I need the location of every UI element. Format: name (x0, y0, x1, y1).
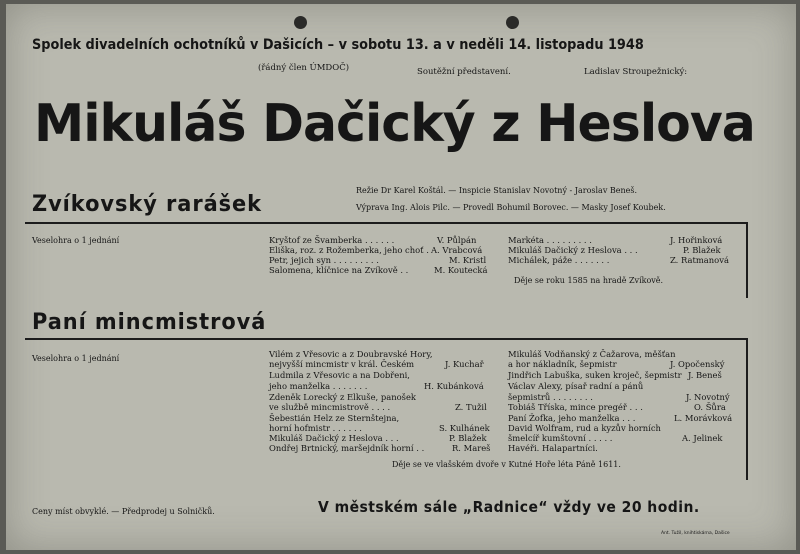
cast-role: Kryštof ze Švamberka (269, 235, 363, 245)
cast-role: Michálek, páže (508, 255, 573, 265)
cast-role: Petr, jejich syn (269, 255, 331, 265)
credits-line-1: Režie Dr Karel Koštál. — Inspicie Stanislav Novotný - Jaroslav Beneš. (356, 186, 638, 195)
cast-row (269, 382, 495, 391)
header-line: Spolek divadelních ochotníků v Dašicích – v sobotu 13. a v neděli 14. listopadu 1948 (32, 37, 644, 53)
cast-row (508, 236, 738, 245)
cast-role: Mikuláš Dačický z Heslova (508, 245, 622, 255)
cast-row (269, 360, 495, 369)
cast-actor: P. Blažek (449, 433, 487, 443)
cast-actor: V. Půlpán (437, 235, 477, 245)
cast-role: šmelcíř kumštovní . . . . . (508, 433, 613, 443)
printer-credit: Ant. Tužil, knihtiskárna, Dašice (661, 531, 730, 536)
cast-actor: L. Morávková (674, 413, 733, 423)
cast-actor: M. Kristl (449, 255, 487, 265)
pin-hole-right (506, 16, 519, 29)
cast-role: jeho manželka . . . . . . . (269, 381, 368, 391)
play2-genre: Veselohra o 1 jednání (32, 354, 120, 363)
main-title: Mikuláš Dačický z Heslova (34, 94, 755, 154)
cast-dots: . (426, 245, 429, 255)
competition-note: Soutěžní představení. (417, 67, 511, 77)
cast-role: Havéři. Halapartníci. (508, 443, 598, 453)
cast-role: ve službě mincmistrově . . . . (269, 402, 391, 412)
cast-row (269, 424, 495, 433)
cast-role: šepmistrů . . . . . . . . (508, 392, 593, 402)
cast-row (508, 350, 676, 359)
cast-actor: J. Kuchař (445, 359, 484, 369)
cast-role: Mikuláš Dačický z Heslova . . . (269, 433, 399, 443)
cast-row (269, 393, 416, 402)
cast-row (508, 434, 738, 443)
cast-row (508, 246, 738, 255)
cast-row (269, 444, 495, 453)
cast-role: Ondřej Brtnický, maršejdník horní . . (269, 443, 425, 453)
author-name: Ladislav Stroupežnický: (584, 67, 688, 77)
cast-dots: . . . . . . . . . (333, 255, 379, 265)
cast-role: nejvyšší mincmistr v král. Českém (269, 359, 415, 369)
cast-actor: J. Novotný (686, 392, 730, 402)
cast-row (508, 414, 738, 423)
cast-actor: R. Mareš (452, 443, 491, 453)
cast-row (269, 236, 491, 245)
cast-row (508, 403, 738, 412)
cast-role: horní hofmistr . . . . . . (269, 423, 362, 433)
cast-role: Eliška, roz. z Rožemberka, jeho choť (269, 245, 424, 255)
cast-row (508, 393, 738, 402)
play2-title: Paní mincmistrová (32, 310, 267, 335)
cast-row (269, 414, 399, 423)
cast-row (269, 256, 491, 265)
cast-row (508, 382, 643, 391)
cast-row (269, 266, 491, 275)
cast-role: Václav Alexy, písař radní a pánů (508, 381, 644, 391)
cast-row (508, 424, 661, 433)
cast-dots: . . . . . . (364, 235, 395, 245)
cast-role: Tobiáš Tříska, mince pregéř . . . (508, 402, 643, 412)
cast-actor: J. Beneš (688, 370, 722, 380)
play1-genre: Veselohra o 1 jednání (32, 236, 120, 245)
cast-role: Zdeněk Lorecký z Elkuše, panošek (269, 392, 416, 402)
cast-actor: A. Jelinek (682, 433, 723, 443)
footer-prices: Ceny míst obvyklé. — Předprodej u Solničků. (32, 507, 215, 516)
cast-row (508, 256, 738, 265)
play1-setting: Děje se roku 1585 na hradě Zvíkově. (514, 276, 664, 285)
cast-actor: A. Vrabcová (431, 245, 483, 255)
cast-row (508, 360, 738, 369)
cast-actor: Z. Tužil (455, 402, 487, 412)
cast-actor: J. Opočenský (670, 359, 725, 369)
cast-actor: H. Kubánková (424, 381, 484, 391)
poster-paper (6, 4, 796, 550)
cast-role: Ludmila z Vřesovic a na Dobřeni, (269, 370, 410, 380)
cast-role: Šebestián Helz ze Sternštejna, (269, 413, 400, 423)
cast-row (269, 403, 495, 412)
play2-setting: Děje se ve vlašském dvoře v Kutné Hoře léta Páně 1611. (392, 460, 621, 469)
cast-actor: M. Koutecká (434, 265, 488, 275)
cast-role: Mikuláš Vodňanský z Čažarova, měšťan (508, 349, 676, 359)
credits-line-2: Výprava Ing. Alois Pilc. — Provedl Bohumil Borovec. — Masky Josef Koubek. (356, 203, 666, 212)
cast-actor: J. Hořinková (670, 235, 723, 245)
cast-dots: . . . . . . . (574, 255, 610, 265)
cast-dots: . . (400, 265, 409, 275)
pin-hole-left (294, 16, 307, 29)
cast-role: Salomena, klíčnice na Zvíkově (269, 265, 398, 275)
cast-row (269, 434, 495, 443)
cast-row (269, 350, 433, 359)
cast-role: a hor nákladník, šepmistr (508, 359, 617, 369)
cast-actor: P. Blažek (683, 245, 721, 255)
cast-actor: O. Šůra (694, 402, 726, 412)
cast-dots: . . . (624, 245, 638, 255)
cast-role: Jindřich Labuška, suken kroječ, šepmistr (508, 370, 682, 380)
cast-row (269, 371, 410, 380)
cast-role: Vilém z Vřesovic a z Doubravské Hory, (269, 349, 433, 359)
cast-actor: S. Kulhánek (439, 423, 490, 433)
footer-venue: V městském sále „Radnice“ vždy ve 20 hodin. (318, 498, 700, 516)
cast-role: David Wolfram, rud a kyzův horních (508, 423, 661, 433)
cast-row (508, 444, 598, 453)
cast-row (508, 371, 738, 380)
cast-actor: Z. Ratmanová (670, 255, 729, 265)
member-note: (řádný člen ÚMDOČ) (258, 63, 350, 73)
cast-row (269, 246, 491, 255)
play1-title: Zvíkovský rarášek (32, 192, 262, 217)
cast-role: Markéta (508, 235, 544, 245)
cast-dots: . . . . . . . . . (546, 235, 592, 245)
cast-role: Paní Žofka, jeho manželka . . . (508, 413, 636, 423)
